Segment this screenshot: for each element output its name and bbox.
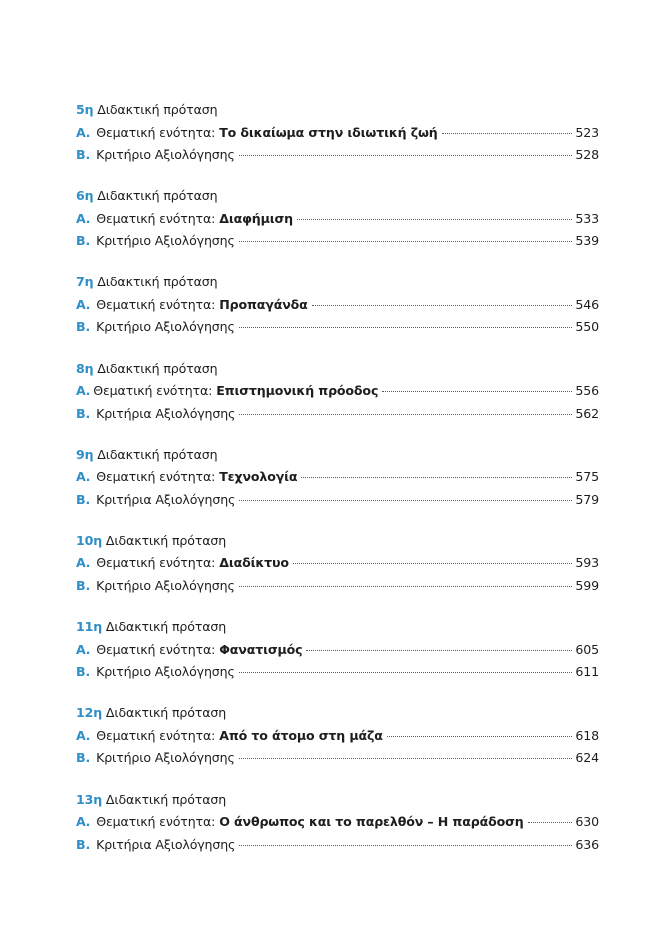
section-number: 8η — [76, 360, 94, 376]
page-number: 611 — [575, 664, 599, 680]
entry-letter: Β. — [76, 319, 91, 335]
entry-letter: Β. — [76, 836, 91, 852]
page-number: 630 — [575, 814, 599, 829]
dot-leader — [442, 133, 573, 134]
page-number: 562 — [575, 405, 599, 421]
toc-section — [76, 530, 599, 616]
topic-title: Επιστημονική πρόοδος — [216, 383, 379, 399]
section-heading-label: Διδακτική πρόταση — [105, 705, 227, 721]
dot-leader — [239, 500, 572, 501]
topic-title: Τεχνολογία — [219, 469, 298, 485]
toc-entry-assessment[interactable] — [76, 403, 599, 426]
toc-entry-assessment[interactable] — [76, 316, 599, 339]
topic-prefix: Θεματική ενότητα: — [93, 383, 213, 399]
section-heading-label: Διδακτική πρόταση — [97, 102, 218, 117]
section-heading-label: Διδακτική πρόταση — [97, 360, 218, 376]
section-number: 7η — [76, 274, 94, 290]
dot-leader — [528, 822, 573, 823]
dot-leader — [239, 241, 573, 242]
page-number: 556 — [575, 383, 599, 399]
toc-entry-topic[interactable] — [76, 639, 599, 662]
entry-letter: Α. — [76, 814, 91, 829]
dot-leader — [312, 305, 573, 306]
toc-entry-topic[interactable] — [76, 725, 599, 748]
topic-title: Από το άτομο στη μάζα — [219, 727, 383, 743]
toc-entry-topic[interactable] — [76, 552, 599, 575]
toc-entry-topic[interactable] — [76, 466, 599, 489]
page-number: 599 — [575, 577, 599, 593]
entry-letter: Α. — [76, 124, 91, 140]
assessment-title: Κριτήριο Αξιολόγησης — [96, 319, 235, 335]
dot-leader — [239, 414, 572, 415]
assessment-title: Κριτήριο Αξιολόγησης — [96, 750, 235, 766]
topic-prefix: Θεματική ενότητα: — [96, 727, 216, 743]
page-number: 575 — [575, 469, 599, 485]
entry-letter: Α. — [76, 641, 91, 657]
toc-section — [76, 185, 599, 271]
assessment-title: Κριτήρια Αξιολόγησης — [96, 836, 236, 852]
topic-title: Προπαγάνδα — [219, 296, 308, 312]
section-number: 11η — [76, 619, 103, 635]
toc-entry-assessment[interactable] — [76, 144, 599, 167]
toc-entry-assessment[interactable] — [76, 230, 599, 253]
topic-title: Διαδίκτυο — [219, 555, 289, 571]
topic-prefix: Θεματική ενότητα: — [96, 641, 216, 657]
topic-prefix: Θεματική ενότητα: — [96, 814, 216, 829]
page-number: 533 — [575, 210, 599, 226]
entry-letter: Β. — [76, 491, 91, 507]
section-heading-label: Διδακτική πρόταση — [105, 532, 227, 548]
section-heading-label: Διδακτική πρόταση — [105, 791, 227, 807]
page-number: 605 — [575, 641, 599, 657]
page-number: 579 — [575, 491, 599, 507]
entry-letter: Α. — [76, 555, 91, 571]
section-number: 12η — [76, 705, 103, 721]
section-heading-label: Διδακτική πρόταση — [97, 446, 218, 462]
toc-entry-topic[interactable] — [76, 122, 599, 145]
toc-entry-topic[interactable] — [76, 380, 599, 403]
topic-title: Ο άνθρωπος και το παρελθόν – Η παράδοση — [219, 814, 524, 829]
section-number: 10η — [76, 532, 103, 548]
entry-letter: Β. — [76, 664, 91, 680]
page-number: 546 — [575, 296, 599, 312]
assessment-title: Κριτήριο Αξιολόγησης — [96, 233, 235, 249]
section-heading — [76, 444, 599, 467]
dot-leader — [239, 758, 573, 759]
dot-leader — [239, 845, 572, 846]
section-heading-label: Διδακτική πρόταση — [97, 274, 218, 290]
assessment-title: Κριτήρια Αξιολόγησης — [96, 405, 236, 421]
section-heading — [76, 99, 599, 122]
entry-letter: Α. — [76, 727, 91, 743]
entry-letter: Β. — [76, 405, 91, 421]
toc-entry-topic[interactable] — [76, 294, 599, 317]
dot-leader — [293, 563, 573, 564]
toc-section — [76, 358, 599, 444]
entry-letter: Α. — [76, 383, 91, 399]
page-number: 523 — [575, 124, 599, 140]
dot-leader — [239, 155, 573, 156]
section-heading — [76, 702, 599, 725]
entry-letter: Β. — [76, 233, 91, 249]
toc-section — [76, 444, 599, 530]
toc-section — [76, 99, 599, 185]
table-of-contents — [76, 99, 599, 875]
entry-letter: Β. — [76, 577, 91, 593]
toc-section — [76, 271, 599, 357]
page-number: 539 — [575, 233, 599, 249]
dot-leader — [382, 391, 572, 392]
page-number: 636 — [575, 836, 599, 852]
page-number: 593 — [575, 555, 599, 571]
section-heading — [76, 271, 599, 294]
page-number: 528 — [575, 147, 599, 162]
topic-prefix: Θεματική ενότητα: — [96, 210, 216, 226]
toc-entry-topic[interactable] — [76, 811, 599, 834]
page-number: 618 — [575, 727, 599, 743]
dot-leader — [301, 477, 572, 478]
topic-title: Φανατισμός — [219, 641, 303, 657]
assessment-title: Κριτήρια Αξιολόγησης — [96, 491, 236, 507]
section-number: 13η — [76, 791, 103, 807]
section-heading — [76, 616, 599, 639]
section-number: 6η — [76, 188, 94, 204]
page-number: 624 — [575, 750, 599, 766]
section-number: 5η — [76, 102, 94, 117]
dot-leader — [306, 650, 572, 651]
assessment-title: Κριτήριο Αξιολόγησης — [96, 147, 235, 162]
topic-prefix: Θεματική ενότητα: — [96, 555, 216, 571]
toc-entry-topic[interactable] — [76, 208, 599, 231]
dot-leader — [239, 672, 573, 673]
section-heading — [76, 530, 599, 553]
topic-title: Διαφήμιση — [219, 210, 293, 226]
section-heading-label: Διδακτική πρόταση — [105, 619, 227, 635]
section-heading — [76, 789, 599, 812]
toc-section — [76, 616, 599, 702]
entry-letter: Α. — [76, 296, 91, 312]
toc-entry-assessment[interactable] — [76, 575, 599, 598]
section-heading — [76, 358, 599, 381]
section-heading — [76, 185, 599, 208]
toc-section — [76, 789, 599, 875]
toc-entry-assessment[interactable] — [76, 489, 599, 512]
topic-title: Το δικαίωμα στην ιδιωτική ζωή — [219, 124, 438, 140]
dot-leader — [239, 586, 573, 587]
section-heading-label: Διδακτική πρόταση — [97, 188, 218, 204]
entry-letter: Α. — [76, 210, 91, 226]
toc-entry-assessment[interactable] — [76, 747, 599, 770]
entry-letter: Β. — [76, 750, 91, 766]
toc-entry-assessment[interactable] — [76, 661, 599, 684]
assessment-title: Κριτήριο Αξιολόγησης — [96, 664, 235, 680]
topic-prefix: Θεματική ενότητα: — [96, 124, 216, 140]
dot-leader — [239, 327, 573, 328]
dot-leader — [387, 736, 573, 737]
dot-leader — [297, 219, 572, 220]
topic-prefix: Θεματική ενότητα: — [96, 469, 216, 485]
entry-letter: Α. — [76, 469, 91, 485]
assessment-title: Κριτήριο Αξιολόγησης — [96, 577, 235, 593]
entry-letter: Β. — [76, 147, 91, 162]
toc-entry-assessment[interactable] — [76, 834, 599, 857]
topic-prefix: Θεματική ενότητα: — [96, 296, 216, 312]
section-number: 9η — [76, 446, 94, 462]
page-number: 550 — [575, 319, 599, 335]
toc-section — [76, 702, 599, 788]
